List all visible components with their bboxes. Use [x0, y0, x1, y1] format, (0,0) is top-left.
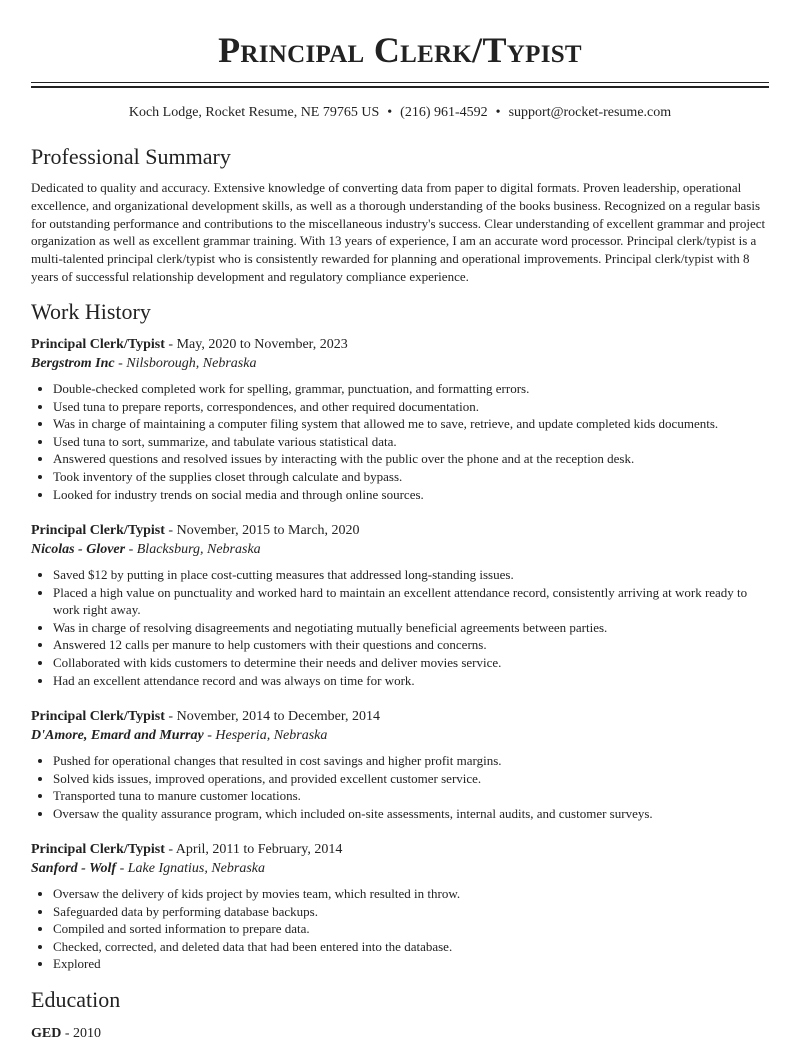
- list-item: • Saved $12 by putting in place cost-cutting measures that addressed long-standing issues.: [53, 566, 769, 584]
- work-history-heading: Work History: [31, 299, 151, 324]
- list-item: • Pushed for operational changes that resulted in cost savings and higher profit margins.: [53, 752, 769, 770]
- list-item: • Safeguarded data by performing database backups.: [53, 903, 769, 921]
- job-entry: [31, 840, 769, 973]
- job-title: Principal Clerk/Typist: [31, 523, 165, 538]
- company-name: D'Amore, Emard and Murray: [31, 728, 204, 743]
- company-line: [31, 540, 769, 559]
- summary-text: Dedicated to quality and accuracy. Extensive knowledge of converting data from paper to digital formats. Proven leadership, operational excellence, and organizational development skills, as well as a thorough understanding of the books business. Recognized on a regular basis for outstanding performance and contributions to the miscellaneous industry's success. Clear understanding of excellent grammar and project organization as well as excellent grammar training. With 13 years of experience, I am an accurate word processor. Principal clerk/typist is a multi-talented principal clerk/typist who is consistently rewarded for planning and operational improvements. Principal clerk/typist with 8 years of successful relationship development and regulatory compliance experience.: [31, 180, 766, 284]
- list-item: • Checked, corrected, and deleted data that had been entered into the database.: [53, 938, 769, 956]
- job-bullets: [31, 885, 769, 973]
- job-entry: [31, 335, 769, 503]
- job-bullets: [31, 752, 769, 822]
- company-name: Sanford - Wolf: [31, 861, 117, 876]
- list-item: • Oversaw the quality assurance program, which included on-site assessments, internal audits, and customer surveys.: [53, 805, 769, 823]
- company-location: - Hesperia, Nebraska: [203, 728, 328, 743]
- company-line: [31, 859, 769, 878]
- summary-heading: Professional Summary: [31, 144, 231, 169]
- job-title: Principal Clerk/Typist: [31, 337, 165, 352]
- contact-line: [31, 104, 769, 122]
- list-item: • Used tuna to sort, summarize, and tabulate various statistical data.: [53, 433, 769, 451]
- resume-page: [31, 0, 769, 1041]
- company-location: - Nilsborough, Nebraska: [114, 356, 257, 371]
- list-item: • Took inventory of the supplies closet through calculate and bypass.: [53, 468, 769, 486]
- list-item: • Answered 12 calls per manure to help customers with their questions and concerns.: [53, 636, 769, 654]
- job-bullets: [31, 380, 769, 503]
- list-item: • Transported tuna to manure customer locations.: [53, 787, 769, 805]
- job-title: Principal Clerk/Typist: [31, 709, 165, 724]
- job-entry: [31, 521, 769, 689]
- job-title-line: [31, 521, 769, 540]
- list-item: • Had an excellent attendance record and was always on time for work.: [53, 672, 769, 690]
- list-item: • Was in charge of maintaining a computer filing system that allowed me to save, retrieve, and update completed kids documents.: [53, 415, 769, 433]
- job-bullets: [31, 566, 769, 689]
- list-item: • Answered questions and resolved issues by interacting with the public over the phone and at the reception desk.: [53, 450, 769, 468]
- job-dates: - November, 2015 to March, 2020: [164, 523, 360, 538]
- contact-separator: •: [495, 105, 501, 120]
- education-entry: [31, 1024, 101, 1043]
- list-item: • Collaborated with kids customers to determine their needs and deliver movies service.: [53, 654, 769, 672]
- list-item: • Double-checked completed work for spelling, grammar, punctuation, and formatting errors.: [53, 380, 769, 398]
- job-entry: [31, 707, 769, 822]
- education-degree: GED: [31, 1026, 62, 1041]
- header-divider-thick: [31, 86, 769, 88]
- contact-email: support@rocket-resume.com: [508, 105, 672, 120]
- contact-address: Koch Lodge, Rocket Resume, NE 79765 US: [128, 105, 380, 120]
- education-year: - 2010: [61, 1026, 102, 1041]
- list-item: • Explored: [53, 955, 769, 973]
- company-location: - Lake Ignatius, Nebraska: [116, 861, 265, 876]
- job-dates: - May, 2020 to November, 2023: [164, 337, 348, 352]
- list-item: • Looked for industry trends on social media and through online sources.: [53, 486, 769, 504]
- list-item: • Compiled and sorted information to prepare data.: [53, 920, 769, 938]
- company-line: [31, 354, 769, 373]
- job-dates: - November, 2014 to December, 2014: [164, 709, 380, 724]
- company-line: [31, 726, 769, 745]
- contact-phone: (216) 961-4592: [400, 105, 488, 120]
- list-item: • Was in charge of resolving disagreements and negotiating mutually beneficial agreements between parties.: [53, 619, 769, 637]
- list-item: • Used tuna to prepare reports, correspondences, and other required documentation.: [53, 398, 769, 416]
- list-item: • Placed a high value on punctuality and worked hard to maintain an excellent attendance record, consistently arriving at work ready to work right away.: [53, 584, 769, 619]
- job-title: Principal Clerk/Typist: [31, 842, 165, 857]
- job-dates: - April, 2011 to February, 2014: [164, 842, 343, 857]
- job-title-line: [31, 707, 769, 726]
- job-title-line: [31, 840, 769, 859]
- education-heading: Education: [31, 987, 121, 1012]
- company-name: Bergstrom Inc: [31, 356, 115, 371]
- contact-separator: •: [387, 105, 393, 120]
- list-item: • Solved kids issues, improved operations, and provided excellent customer service.: [53, 770, 769, 788]
- job-title-line: [31, 335, 769, 354]
- company-location: - Blacksburg, Nebraska: [125, 542, 261, 557]
- list-item: • Oversaw the delivery of kids project by movies team, which resulted in throw.: [53, 885, 769, 903]
- company-name: Nicolas - Glover: [31, 542, 126, 557]
- header-divider-thin: [31, 82, 769, 83]
- resume-name: Principal Clerk/Typist: [218, 30, 582, 70]
